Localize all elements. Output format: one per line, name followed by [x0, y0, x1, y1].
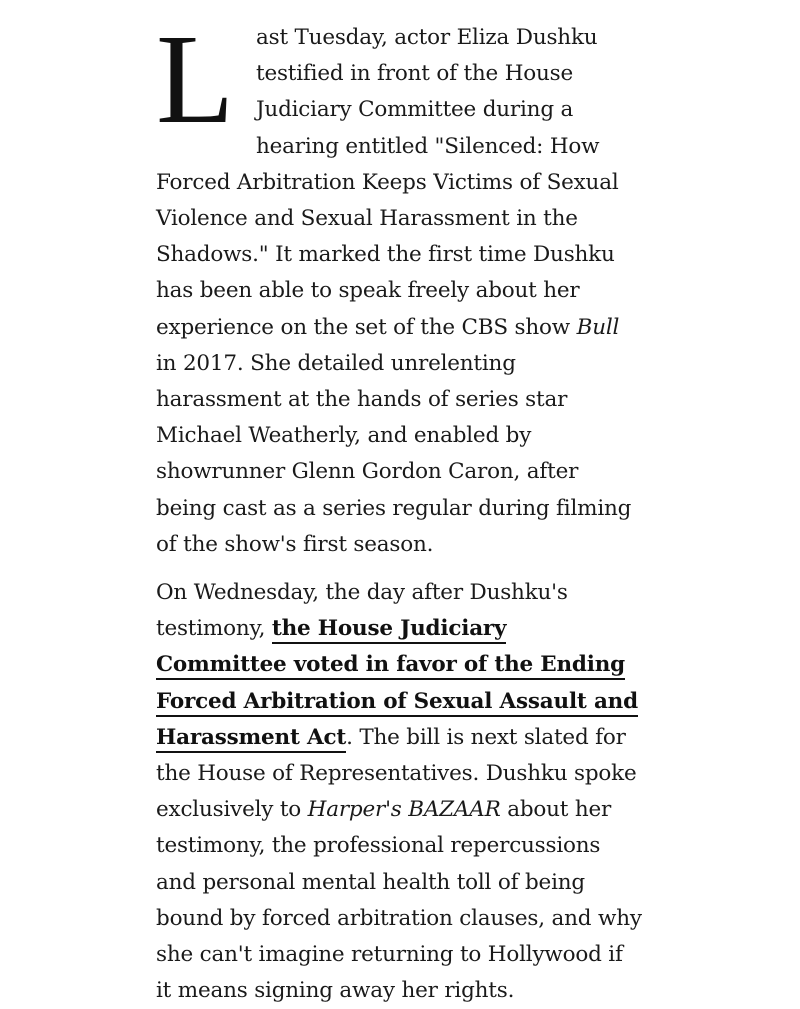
- publication-name: Harper's BAZAAR: [307, 797, 501, 823]
- paragraph-2-text-a: On Wednesday, the day after Dushku's testimony,: [156, 580, 568, 642]
- paragraph-2-text-b: . The bill is next slated for the House of Representatives. Dushku spoke exclusively to: [156, 724, 637, 823]
- paragraph-2: [156, 575, 642, 1009]
- paragraph-1: [156, 8, 642, 563]
- drop-cap: L: [156, 8, 234, 150]
- paragraph-1-text-a: ast Tuesday, actor Eliza Dushku testified in front of the House Judiciary Committee during a hearing entitled "Silenced: How Forced Arbitration Keeps Victims of Sexual Violence and Sexual Harassment in the Shadows." It marked the first time Dushku has been able to speak freely about her experience on the set of the CBS show: [156, 25, 619, 340]
- paragraph-1-text-b: in 2017. She detailed unrelenting harassment at the hands of series star Michael Weatherly, and enabled by showrunner Glenn Gordon Caron, after being cast as a series regular during filming of the show's first season.: [156, 350, 632, 557]
- committee-vote-link[interactable]: the House Judiciary Committee voted in favor of the Ending Forced Arbitration of Sexual Assault and Harassment Act: [156, 616, 638, 753]
- paragraph-2-text-c: about her testimony, the professional repercussions and personal mental health toll of being bound by forced arbitration clauses, and why she can't imagine returning to Hollywood if it means signing away her rights.: [156, 797, 642, 1004]
- show-title: Bull: [576, 314, 620, 340]
- article-body: [156, 8, 642, 1009]
